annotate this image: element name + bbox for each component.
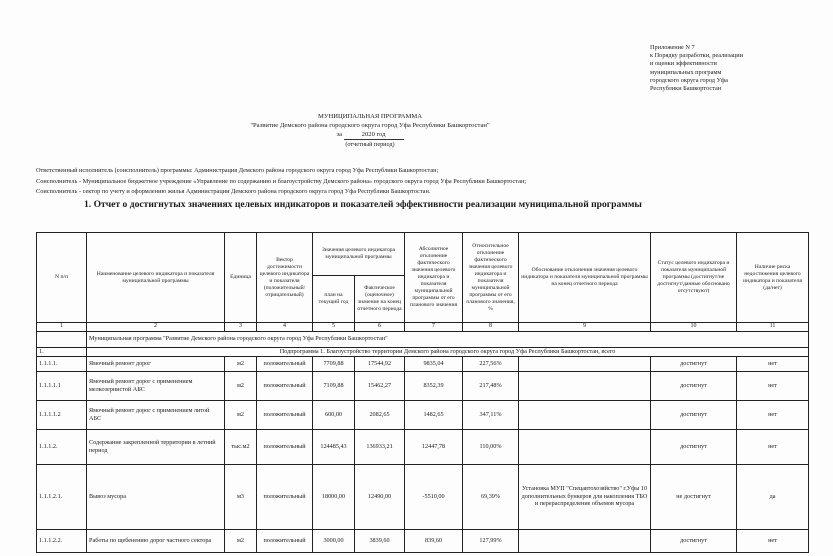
cell-status: не достигнут	[651, 464, 737, 529]
table-row	[37, 371, 809, 400]
cell-vector: положительный	[257, 371, 313, 400]
cell-unit: м3	[225, 464, 257, 529]
responsible-line: Соисполнитель - сектор по учету и оформлению жилья Администрации Демского района городского округа город Уфа Республики Башкортостан.	[36, 188, 431, 195]
cell-name: Содержание закрепленной территории в летний период	[87, 429, 225, 464]
responsible-line: Ответственный исполнитель (соисполнитель) программы: Администрация Демского района городского округа город Уфа Республики Башкортостан;	[36, 167, 439, 174]
cell-fact: 3839,60	[355, 529, 405, 552]
subprogram-title: Подпрограмма 1. Благоустройство территории Демского района городского округа город Уфа Республики Башкортостан, всего	[87, 347, 809, 356]
cell-plan: 124485,43	[313, 429, 355, 464]
header-status: Статус целевого индикатора и показателя муниципальной программы (достигнут/не достигнут/данные обосновано отсутствуют)	[651, 233, 737, 323]
cell-risk: нет	[737, 371, 809, 400]
cell-risk: нет	[737, 356, 809, 371]
cell-unit: м2	[225, 400, 257, 429]
cell-fact: 15462,27	[355, 371, 405, 400]
cell-status: достигнут	[651, 400, 737, 429]
cell-risk: нет	[737, 529, 809, 552]
cell-plan: 18000,00	[313, 464, 355, 529]
col-number: 5	[313, 323, 355, 332]
cell-reason	[519, 371, 651, 400]
program-period	[200, 130, 540, 140]
cell-risk: нет	[737, 429, 809, 464]
cell-plan: 7709,88	[313, 356, 355, 371]
cell-plan: 3000,00	[313, 529, 355, 552]
col-number: 8	[463, 323, 519, 332]
cell-rel: 127,99%	[463, 529, 519, 552]
program-row-empty	[37, 331, 87, 347]
cell-unit: м2	[225, 529, 257, 552]
cell-unit: м2	[225, 371, 257, 400]
appendix-line: городского округа город Уфа	[650, 76, 728, 84]
header-rel-dev: Относительное отклонение фактического значения целевого индикатора и показателя муниципальной программы от его планового значения, %	[463, 233, 519, 323]
cell-rel: 217,48%	[463, 371, 519, 400]
cell-plan: 7109,88	[313, 371, 355, 400]
header-name: Наименование целевого индикатора и показателя муниципальной программы	[87, 233, 225, 323]
cell-risk: да	[737, 464, 809, 529]
cell-status: достигнут	[651, 429, 737, 464]
responsible-line: Соисполнитель - Муниципальное бюджетное учреждение «Управление по содержанию и благоустройству Демского района» городского округа город Уфа Республики Башкортостан;	[36, 177, 527, 185]
cell-num: 1.1.1.1.1	[37, 371, 87, 400]
cell-name: Вывоз мусора	[87, 464, 225, 529]
cell-status: достигнут	[651, 371, 737, 400]
section-title: 1. Отчет о достигнутых значениях целевых индикаторов и показателей эффективности реализации муниципальной программы	[84, 199, 642, 210]
cell-vector: положительный	[257, 356, 313, 371]
responsible-executors	[36, 166, 816, 198]
table-row	[37, 529, 809, 552]
header-row	[37, 233, 809, 276]
header-reason: Обоснование отклонения значения целевого индикатора и показателя муниципальной программы на конец отчетного периода	[519, 233, 651, 323]
col-number: 2	[87, 323, 225, 332]
column-numbers-row	[37, 323, 809, 332]
cell-fact: 136933,21	[355, 429, 405, 464]
cell-abs: 9835,04	[405, 356, 463, 371]
header-abs-dev: Абсолютное отклонение фактического значения целевого индикатора и показателя муниципальной программы от его планового значения	[405, 233, 463, 323]
subprogram-row	[37, 347, 809, 356]
header-risk: Наличие риска недостижения целевого индикатора и показателя (да/нет)	[737, 233, 809, 323]
cell-num: 1.1.1.2.1.	[37, 464, 87, 529]
cell-unit: м2	[225, 356, 257, 371]
col-number: 7	[405, 323, 463, 332]
program-heading-block	[200, 112, 540, 149]
col-number: 10	[651, 323, 737, 332]
cell-abs: 12447,78	[405, 429, 463, 464]
cell-rel: 227,56%	[463, 356, 519, 371]
cell-num: 1.1.1.2.2.	[37, 529, 87, 552]
cell-vector: положительный	[257, 464, 313, 529]
period-value: 2020 год	[344, 130, 404, 140]
cell-vector: положительный	[257, 400, 313, 429]
table-row	[37, 356, 809, 371]
cell-abs: 8352,39	[405, 371, 463, 400]
cell-rel: 69,39%	[463, 464, 519, 529]
program-name: "Развитие Демского района городского округа город Уфа Республики Башкортостан"	[250, 122, 490, 129]
col-number: 9	[519, 323, 651, 332]
col-number: 11	[737, 323, 809, 332]
cell-fact: 17544,92	[355, 356, 405, 371]
table-row	[37, 464, 809, 529]
header-plan: план на текущий год	[313, 276, 355, 323]
program-row-title: Муниципальная программа "Развитие Демского района городского округа город Уфа Республики Башкортостан"	[87, 331, 809, 347]
cell-num: 1.1.1.2.	[37, 429, 87, 464]
cell-abs: 1482,65	[405, 400, 463, 429]
period-prefix: за	[336, 131, 343, 138]
col-number: 1	[37, 323, 87, 332]
cell-status: достигнут	[651, 529, 737, 552]
cell-name: Ямочный ремонт дорог	[87, 356, 225, 371]
header-unit: Единица	[225, 233, 257, 323]
table-row	[37, 400, 809, 429]
cell-reason	[519, 356, 651, 371]
cell-num: 1.1.1.1.2	[37, 400, 87, 429]
subprogram-num: 1.	[37, 347, 87, 356]
cell-status: достигнут	[651, 356, 737, 371]
appendix-line: Приложение N 7	[650, 44, 695, 51]
cell-name: Ямочный ремонт дорог с применением литой АБС	[87, 400, 225, 429]
header-num: N п/п	[37, 233, 87, 323]
col-number: 6	[355, 323, 405, 332]
program-row	[37, 331, 809, 347]
cell-reason	[519, 529, 651, 552]
cell-reason	[519, 400, 651, 429]
cell-abs: 839,60	[405, 529, 463, 552]
header-values-group: Значения целевого индикатора муниципальной программы	[313, 233, 405, 276]
cell-rel: 110,00%	[463, 429, 519, 464]
cell-vector: положительный	[257, 529, 313, 552]
period-note: (отчетный период)	[345, 141, 395, 148]
appendix-note	[650, 44, 825, 93]
col-number: 4	[257, 323, 313, 332]
cell-plan: 600,00	[313, 400, 355, 429]
table-row	[37, 429, 809, 464]
appendix-line: муниципальных программ	[650, 68, 722, 76]
appendix-line: Республики Башкортостан	[650, 85, 722, 93]
cell-vector: положительный	[257, 429, 313, 464]
cell-reason: Установка МУП "Спецавтохозяйство" г.Уфы 10 дополнительных бункеров для накопления ТБО и перераспределение объемов мусора	[519, 464, 651, 529]
report-table	[36, 232, 809, 553]
col-number: 3	[225, 323, 257, 332]
cell-risk: нет	[737, 400, 809, 429]
header-vector: Вектор достижимости целевого индикатора и показателя (положительный/отрицательный)	[257, 233, 313, 323]
cell-name: Работы по щебенению дорог частного сектора	[87, 529, 225, 552]
program-heading: МУНИЦИПАЛЬНАЯ ПРОГРАММА	[317, 113, 423, 120]
appendix-line: и оценки эффективности	[650, 60, 717, 68]
cell-reason	[519, 429, 651, 464]
header-fact: Фактическое (оценочное) значение на конец отчетного периода	[355, 276, 405, 323]
cell-fact: 2082,65	[355, 400, 405, 429]
cell-name: Ямочный ремонт дорог с применением мелкозернистой АБС	[87, 371, 225, 400]
cell-num: 1.1.1.1.	[37, 356, 87, 371]
cell-rel: 347,11%	[463, 400, 519, 429]
cell-abs: -5510,00	[405, 464, 463, 529]
cell-unit: тыс.м2	[225, 429, 257, 464]
cell-fact: 12490,00	[355, 464, 405, 529]
appendix-line: к Порядку разработки, реализации	[650, 52, 744, 60]
